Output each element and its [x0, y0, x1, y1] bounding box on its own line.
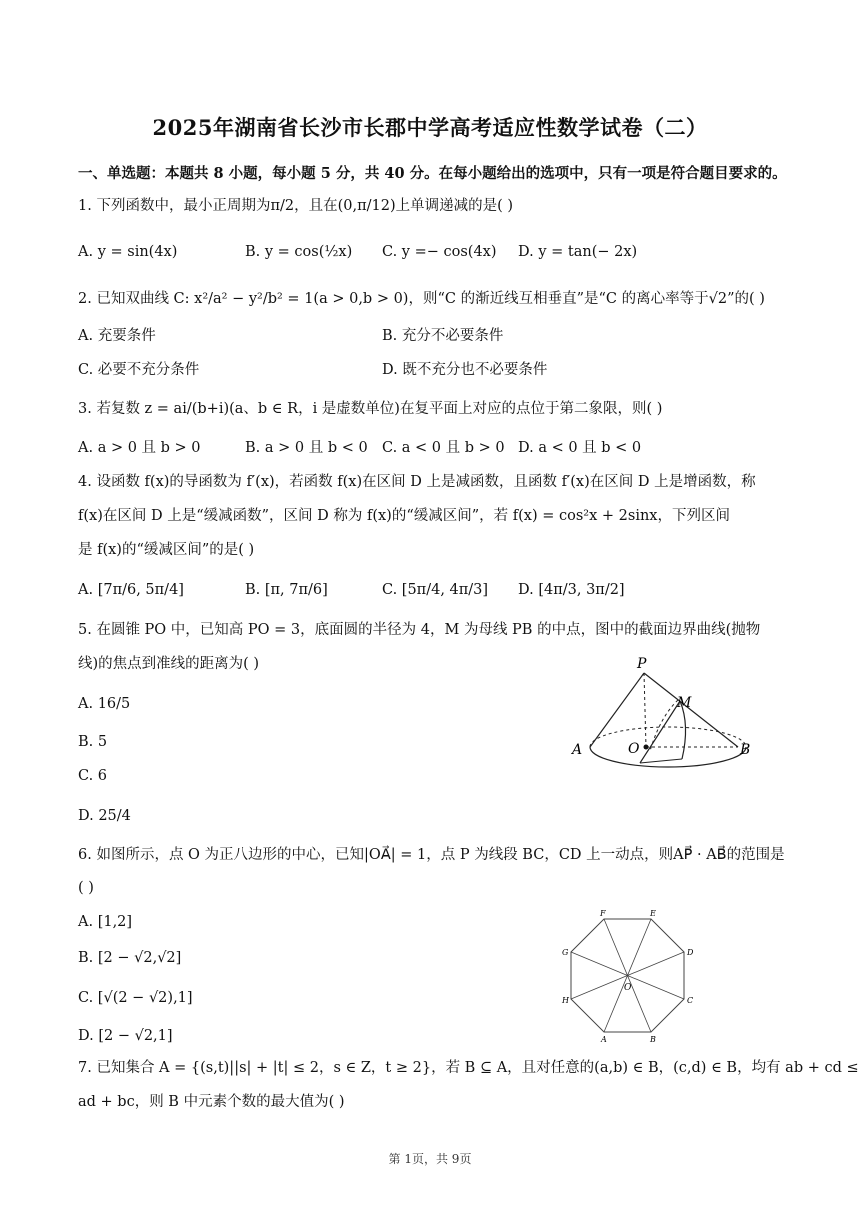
question-5-option-a: A. 16/5 — [78, 696, 131, 712]
octagon-figure — [560, 905, 700, 1045]
question-6-line-2: ( ) — [78, 880, 94, 896]
question-3-option-c: C. a < 0 且 b > 0 — [382, 440, 505, 456]
octagon-label-f: F — [600, 909, 606, 918]
question-4-line-2: f(x)在区间 D 上是“缓减函数”，区间 D 称为 f(x)的“缓减区间”，若 f(x) = cos²x + 2sinx，下列区间 — [78, 508, 730, 524]
octagon-label-d: D — [687, 948, 694, 957]
question-7-line-2: ad + bc，则 B 中元素个数的最大值为( ) — [78, 1094, 345, 1110]
question-5-option-c: C. 6 — [78, 768, 108, 784]
cone-label-o: O — [628, 741, 640, 757]
question-2-option-a: A. 充要条件 — [78, 328, 156, 344]
question-1-option-d: D. y = tan(− 2x) — [518, 244, 638, 260]
question-5-option-d: D. 25/4 — [78, 808, 131, 824]
cone-label-m: M — [677, 695, 692, 711]
question-7-line-1: 7. 已知集合 A = {(s,t)||s| + |t| ≤ 2，s ∈ Z，t ≥ 2}，若 B ⊆ A，且对任意的(a,b) ∈ B，(c,d) ∈ B，均有 ab + cd ≤ — [78, 1060, 859, 1076]
question-3-stem: 3. 若复数 z = ai/(b+i)(a、b ∈ R，i 是虚数单位)在复平面上对应的点位于第二象限，则( ) — [78, 401, 663, 417]
question-6-option-a: A. [1,2] — [78, 914, 133, 930]
cone-figure — [560, 655, 760, 780]
question-2-option-b: B. 充分不必要条件 — [382, 328, 504, 344]
question-2-option-d: D. 既不充分也不必要条件 — [382, 362, 548, 378]
question-6-line-1: 6. 如图所示，点 O 为正八边形的中心，已知|OA⃗| = 1，点 P 为线段 BC，CD 上一动点，则AP⃗ · AB⃗的范围是 — [78, 847, 785, 863]
question-3-option-b: B. a > 0 且 b < 0 — [245, 440, 368, 456]
question-2-option-c: C. 必要不充分条件 — [78, 362, 200, 378]
question-6-option-d: D. [2 − √2,1] — [78, 1028, 173, 1044]
octagon-label-c: C — [687, 996, 694, 1005]
cone-label-b: B — [740, 742, 751, 758]
question-6-option-c: C. [√(2 − √2),1] — [78, 990, 193, 1006]
section-heading: 一、单选题：本题共 8 小题，每小题 5 分，共 40 分。在每小题给出的选项中，只有一项是符合题目要求的。 — [78, 165, 787, 182]
question-1-option-b: B. y = cos(½x) — [245, 244, 353, 260]
cone-label-a: A — [572, 742, 583, 758]
question-2-stem: 2. 已知双曲线 C: x²/a² − y²/b² = 1(a > 0,b > 0)，则“C 的渐近线互相垂直”是“C 的离心率等于√2”的( ) — [78, 291, 765, 307]
page-title: 2025年湖南省长沙市长郡中学高考适应性数学试卷（二） — [152, 115, 708, 140]
question-4-line-3: 是 f(x)的“缓减区间”的是( ) — [78, 542, 255, 558]
question-3-option-a: A. a > 0 且 b > 0 — [78, 440, 201, 456]
octagon-label-o: O — [624, 983, 632, 993]
cone-label-p: P — [637, 656, 647, 672]
question-4-option-b: B. [π, 7π/6] — [245, 582, 328, 598]
question-5-line-2: 线)的焦点到准线的距离为( ) — [78, 656, 260, 672]
question-4-line-1: 4. 设函数 f(x)的导函数为 f′(x)，若函数 f(x)在区间 D 上是减函数，且函数 f′(x)在区间 D 上是增函数，称 — [78, 474, 756, 490]
question-1-option-a: A. y = sin(4x) — [78, 244, 178, 260]
octagon-label-g: G — [562, 948, 569, 957]
question-1-stem: 1. 下列函数中，最小正周期为π/2，且在(0,π/12)上单调递减的是( ) — [78, 198, 514, 214]
octagon-label-h: H — [562, 996, 569, 1005]
octagon-label-e: E — [650, 909, 656, 918]
question-4-option-c: C. [5π/4, 4π/3] — [382, 582, 489, 598]
octagon-label-b: B — [650, 1035, 656, 1044]
page-footer: 第 1页，共 9页 — [388, 1152, 472, 1166]
question-4-option-a: A. [7π/6, 5π/4] — [78, 582, 184, 598]
question-3-option-d: D. a < 0 且 b < 0 — [518, 440, 642, 456]
question-1-option-c: C. y =− cos(4x) — [382, 244, 497, 260]
question-4-option-d: D. [4π/3, 3π/2] — [518, 582, 625, 598]
question-5-option-b: B. 5 — [78, 734, 108, 750]
question-5-line-1: 5. 在圆锥 PO 中，已知高 PO = 3，底面圆的半径为 4，M 为母线 PB 的中点，图中的截面边界曲线(抛物 — [78, 622, 761, 638]
octagon-label-a: A — [601, 1035, 607, 1044]
question-6-option-b: B. [2 − √2,√2] — [78, 950, 182, 966]
